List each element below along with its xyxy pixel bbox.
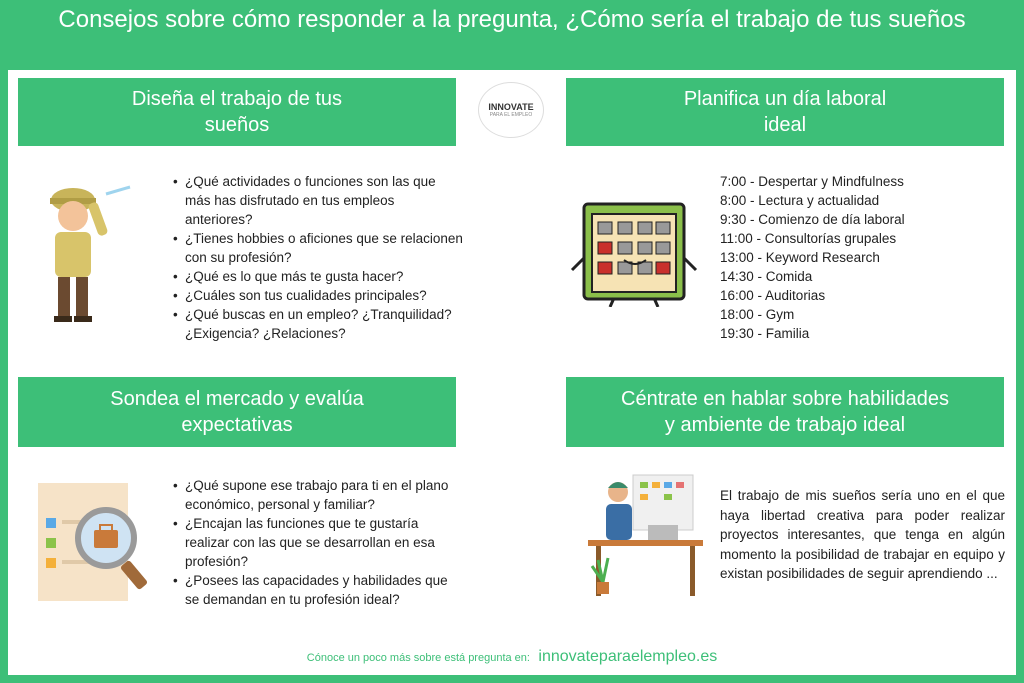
innovate-logo [478, 82, 544, 138]
heading-line: expectativas [181, 414, 293, 436]
section-heading-skills [566, 377, 1004, 447]
section-heading-plan [566, 78, 1004, 146]
schedule-item: 8:00 - Lectura y actualidad [720, 193, 880, 208]
list-item: • ¿Cuáles son tus cualidades principales? [173, 286, 463, 305]
heading-line: Diseña el trabajo de tus [131, 88, 343, 110]
footer-link[interactable]: innovateparaelempleo.es [538, 648, 718, 665]
document-search-illustration [28, 478, 168, 608]
schedule-item: 14:30 - Comida [720, 269, 813, 284]
market-question-list [173, 476, 463, 609]
page-title: Consejos sobre cómo responder a la pregunta, ¿Cómo sería el trabajo de tus sueños [58, 6, 966, 33]
daily-schedule [720, 172, 905, 343]
desk-worker-illustration [578, 470, 708, 605]
content-card [8, 70, 1016, 675]
list-item: • ¿Qué supone ese trabajo para ti en el plano económico, personal y familiar? [173, 476, 463, 514]
section-heading-market [18, 377, 456, 447]
heading-line: y ambiente de trabajo ideal [664, 414, 906, 436]
schedule-item: 16:00 - Auditorias [720, 288, 826, 303]
schedule-item: 18:00 - Gym [720, 307, 795, 322]
list-item: • ¿Qué buscas en un empleo? ¿Tranquilidad? ¿Exigencia? ¿Relaciones? [173, 305, 463, 343]
footer-text: Cónoce un poco más sobre está pregunta en: [306, 652, 530, 664]
heading-line: sueños [204, 114, 270, 136]
heading-line: ideal [763, 114, 807, 136]
logo-tagline: PARA EL EMPLEO [489, 112, 533, 118]
list-item: • ¿Tienes hobbies o aficiones que se relacionen con su profesión? [173, 229, 463, 267]
heading-line: Sondea el mercado y evalúa [110, 388, 364, 410]
worker-illustration [38, 182, 138, 332]
schedule-item: 13:00 - Keyword Research [720, 250, 880, 265]
logo-brand: INNOVATE [488, 102, 534, 112]
schedule-item: 19:30 - Familia [720, 326, 810, 341]
footer [8, 648, 1016, 666]
heading-line: Planifica un día laboral [683, 88, 887, 110]
list-item: • ¿Qué es lo que más te gusta hacer? [173, 267, 463, 286]
list-item: • ¿Qué actividades o funciones son las que más has disfrutado en tus empleos anteriores? [173, 172, 463, 229]
design-question-list [173, 172, 463, 343]
list-item: • ¿Encajan las funciones que te gustaría realizar con las que se desarrollan en esa profesión? [173, 514, 463, 571]
skills-paragraph: El trabajo de mis sueños sería uno en el que haya libertad creativa para poder realizar proyectos interesantes, que tenga en algún momento la posibilidad de trabajar en equipo y existan posibilidades de seguir aprendiendo ... [720, 488, 1005, 581]
schedule-item: 7:00 - Despertar y Mindfulness [720, 174, 904, 189]
schedule-item: 11:00 - Consultorías grupales [720, 231, 897, 246]
list-item: • ¿Posees las capacidades y habilidades que se demandan en tu profesión ideal? [173, 571, 463, 609]
heading-line: Céntrate en hablar sobre habilidades [621, 388, 949, 410]
schedule-item: 9:30 - Comienzo de día laboral [720, 212, 905, 227]
section-heading-design [18, 78, 456, 146]
calendar-illustration [566, 192, 701, 307]
